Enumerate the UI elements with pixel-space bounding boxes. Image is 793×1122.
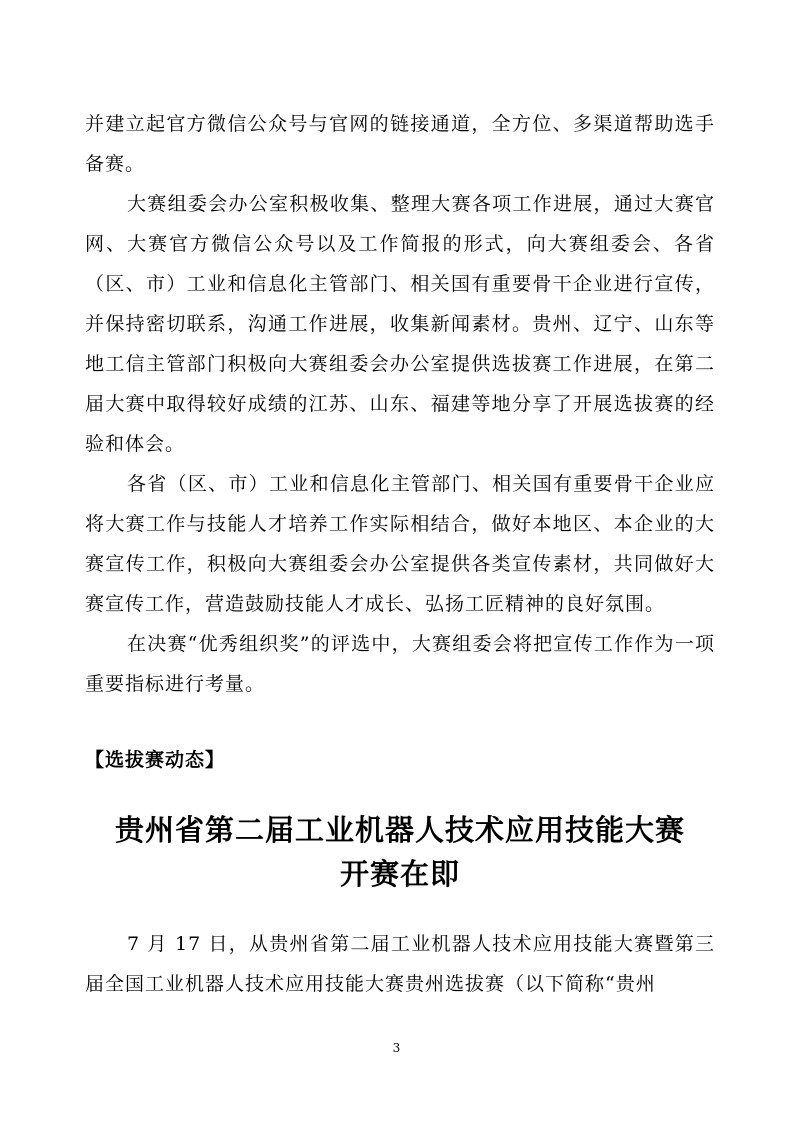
paragraph-regional-publicity: 各省（区、市）工业和信息化主管部门、相关国有重要骨干企业应将大赛工作与技能人才培养工作实际相结合，做好本地区、本企业的大赛宣传工作，积极向大赛组委会办公室提供各类宣传素材，共同做好大赛宣传工作，营造鼓励技能人才成长、弘扬工匠精神的良好氛围。 [85, 473, 715, 615]
paragraph-progress-publicity: 大赛组委会办公室积极收集、整理大赛各项工作进展，通过大赛官网、大赛官方微信公众号以及工作简报的形式，向大赛组委会、各省（区、市）工业和信息化主管部门、相关国有重要骨干企业进行宣传，并保持密切联系，沟通工作进展，收集新闻素材。贵州、辽宁、山东等地工信主管部门积极向大赛组委会办公室提供选拔赛工作进展，在第二届大赛中取得较好成绩的江苏、山东、福建等地分享了开展选拔赛的经验和体会。 [85, 193, 715, 455]
article-body [85, 924, 715, 1004]
article-title-line1: 贵州省第二届工业机器人技术应用技能大赛 [114, 813, 685, 847]
body-text [85, 104, 715, 704]
paragraph-award-evaluation: 在决赛“优秀组织奖”的评选中，大赛组委会将把宣传工作作为一项重要指标进行考量。 [85, 633, 715, 695]
article-paragraph: 7 月 17 日，从贵州省第二届工业机器人技术应用技能大赛暨第三届全国工业机器人技术应用技能大赛贵州选拔赛（以下简称“贵州 [85, 933, 715, 995]
section-tag: 【选拔赛动态】 [85, 749, 226, 771]
page-number: 3 [392, 1041, 401, 1055]
paragraph-continuation: 并建立起官方微信公众号与官网的链接通道，全方位、多渠道帮助选手备赛。 [85, 113, 715, 175]
article-title-line2: 开赛在即 [339, 857, 460, 891]
article-title [85, 808, 715, 896]
